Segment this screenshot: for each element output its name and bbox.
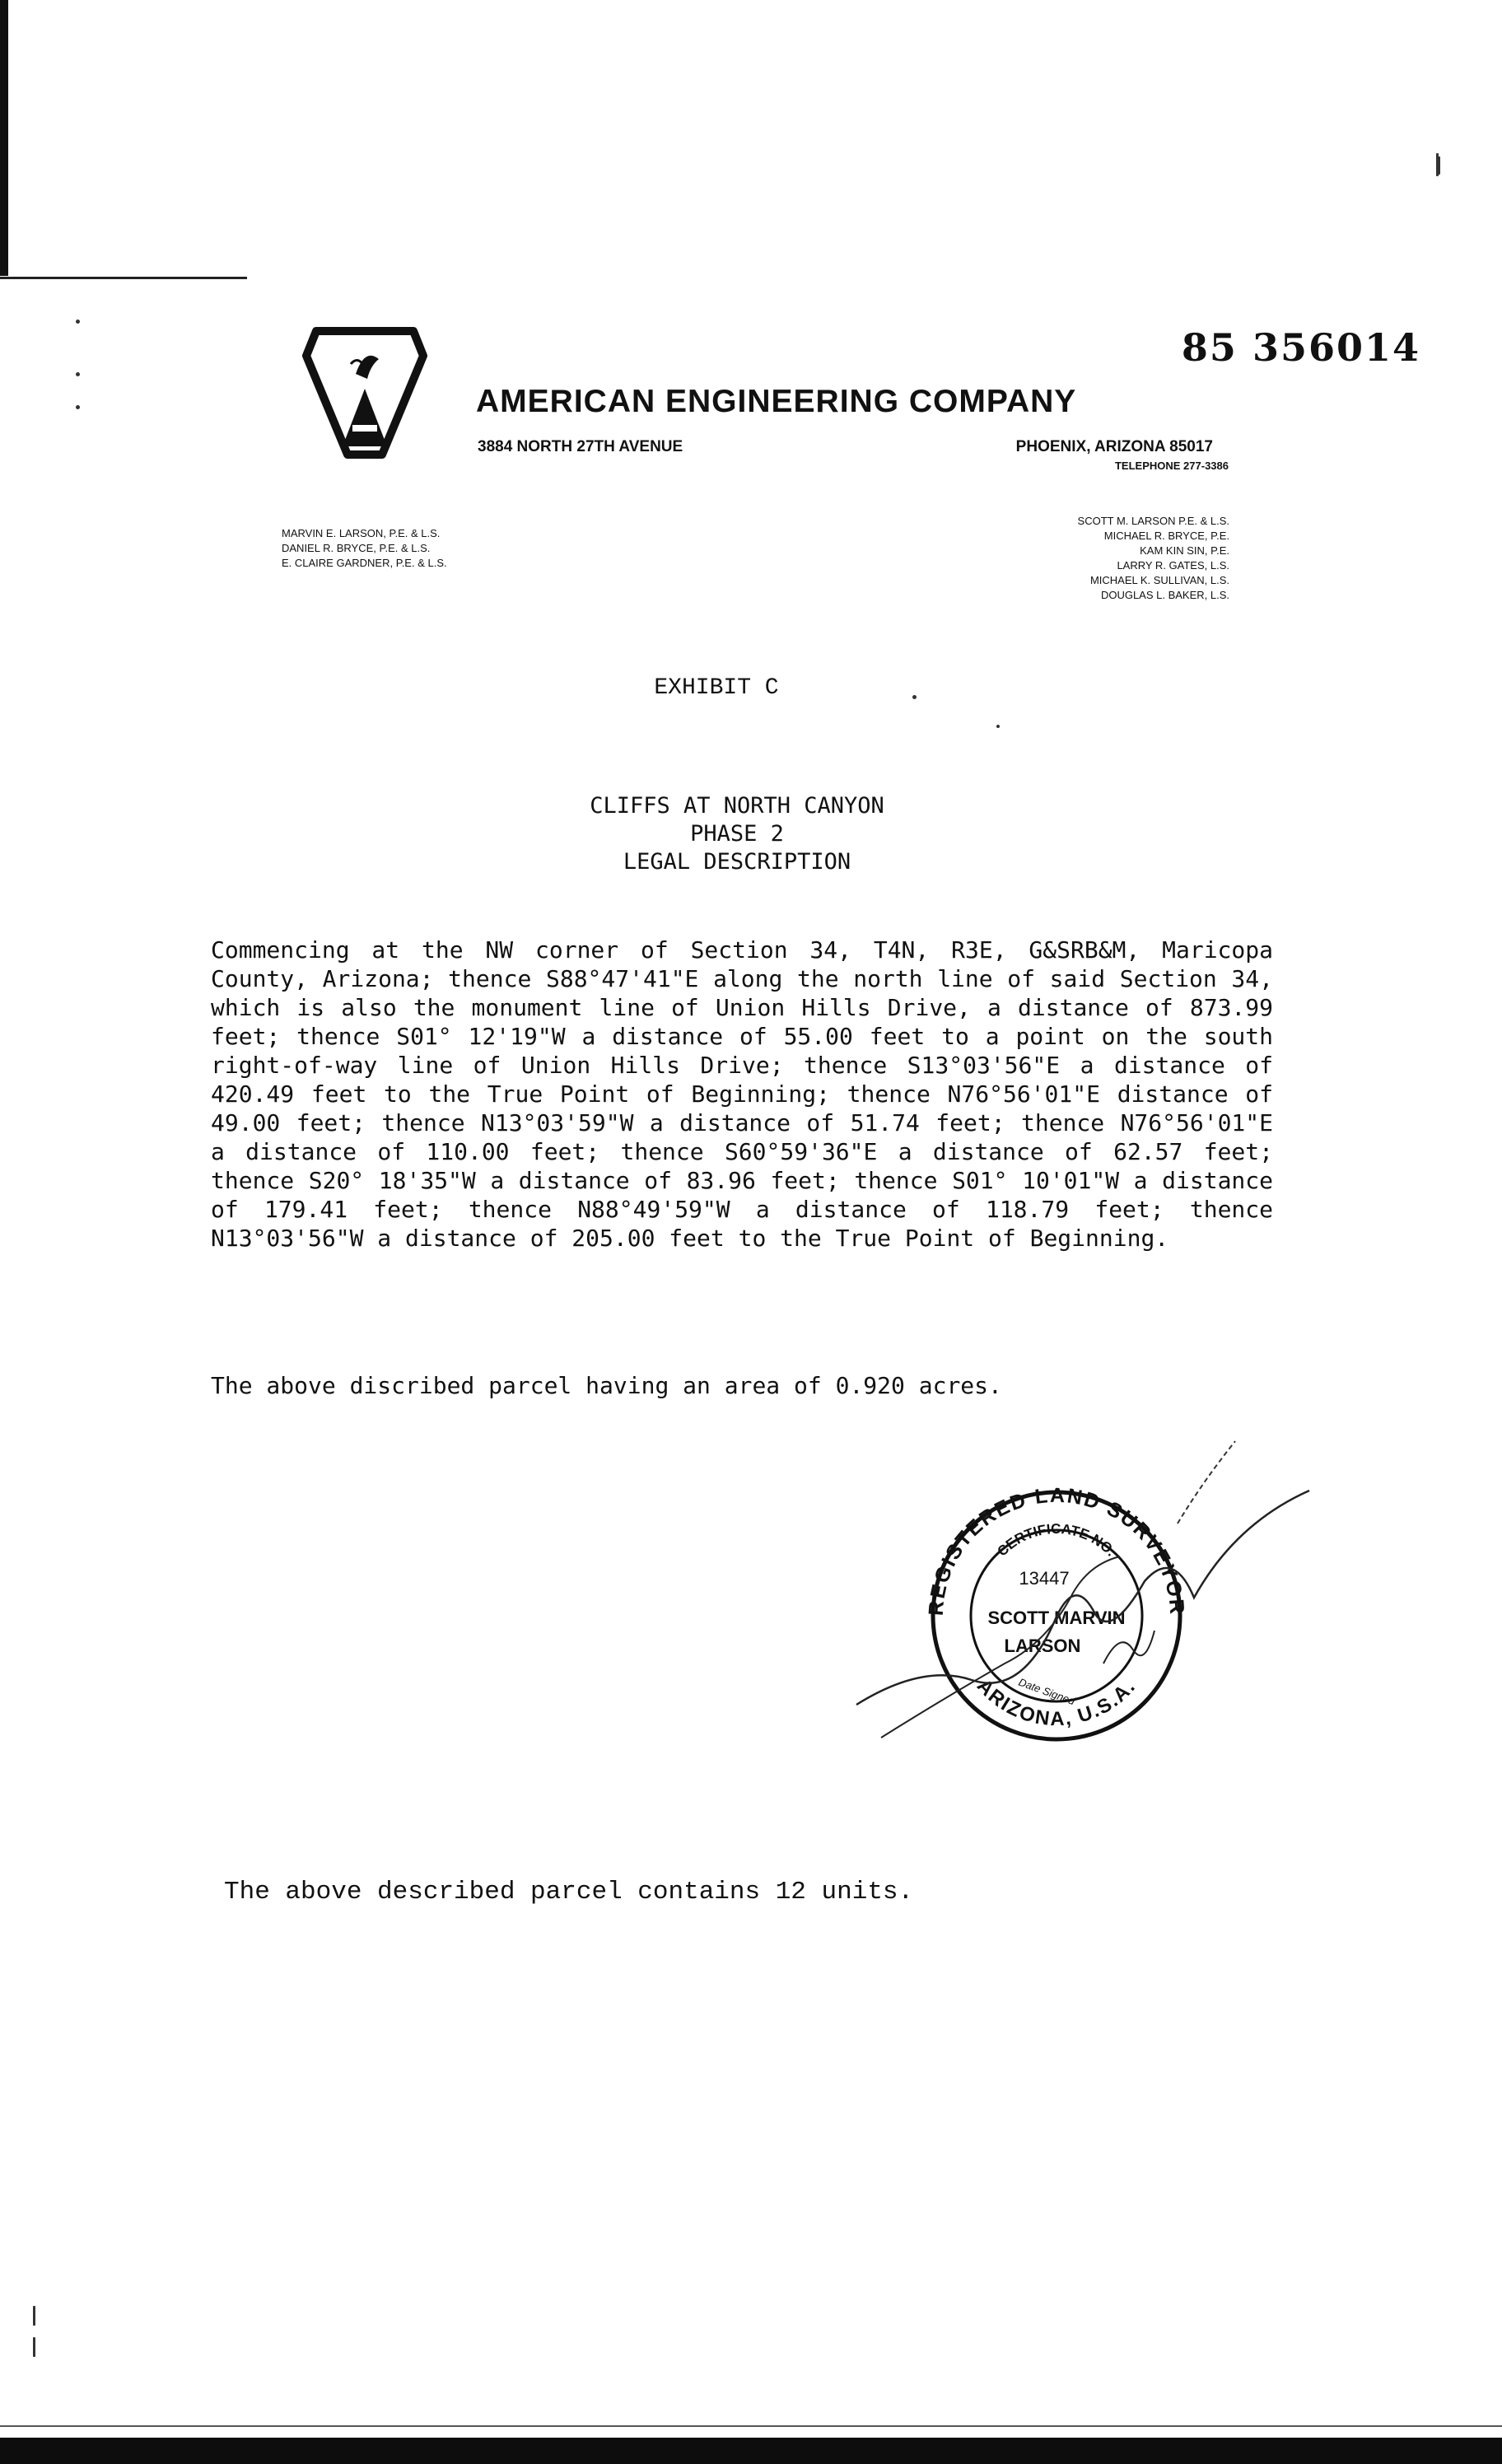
svg-text:CERTIFICATE NO. bbox=[994, 1521, 1118, 1560]
title-line: CLIFFS AT NORTH CANYON bbox=[590, 793, 884, 819]
staff-list-left bbox=[282, 526, 447, 571]
scan-line-artifact bbox=[0, 2425, 1502, 2427]
staff-name: MICHAEL R. BRYCE, P.E. bbox=[1103, 530, 1229, 542]
scan-edge-artifact bbox=[0, 0, 8, 276]
scan-speck bbox=[1438, 156, 1440, 175]
staff-name: MICHAEL K. SULLIVAN, L.S. bbox=[1089, 574, 1229, 586]
staff-list-right bbox=[906, 514, 1229, 603]
scan-speck bbox=[76, 405, 80, 409]
document-number: 85 356014 bbox=[1181, 325, 1420, 370]
seal-outer-text: REGISTERED LAND SURVEYOR bbox=[924, 1483, 1189, 1617]
document-title bbox=[461, 792, 1013, 876]
staff-name: LARRY R. GATES, L.S. bbox=[1117, 559, 1229, 572]
seal-name-line: LARSON bbox=[1004, 1636, 1081, 1656]
scan-line-artifact bbox=[0, 277, 247, 279]
company-telephone: TELEPHONE 277-3386 bbox=[1114, 460, 1229, 472]
signature bbox=[856, 1491, 1309, 1705]
title-line: LEGAL DESCRIPTION bbox=[623, 849, 851, 875]
staff-name: MARVIN E. LARSON, P.E. & L.S. bbox=[282, 527, 441, 539]
scan-speck bbox=[996, 725, 1000, 728]
scan-speck bbox=[76, 372, 80, 376]
staff-name: DANIEL R. BRYCE, P.E. & L.S. bbox=[282, 542, 431, 554]
staff-name: E. CLAIRE GARDNER, P.E. & L.S. bbox=[282, 557, 447, 569]
seal-state-text: ARIZONA, U.S.A. bbox=[973, 1674, 1140, 1731]
seal-date-signed: Date Signed bbox=[1016, 1675, 1077, 1708]
company-city: PHOENIX, ARIZONA 85017 bbox=[1015, 438, 1213, 455]
surveyor-seal bbox=[848, 1433, 1318, 1771]
signature bbox=[1103, 1631, 1154, 1664]
title-line: PHASE 2 bbox=[690, 821, 784, 847]
company-name: AMERICAN ENGINEERING COMPANY bbox=[476, 384, 1077, 419]
scan-edge-artifact bbox=[0, 2438, 1502, 2464]
legal-description-paragraph: Commencing at the NW corner of Section 34, T4N, R3E, G&SRB&M, Maricopa County, Arizona; thence S88°47'41"E along the north line of said Section 34, which is also the monument line of Union Hills Drive, a distance of 873.99 feet; thence S01° 12'19"W a distance of 55.00 feet to a point on the south right-of-way line of Union Hills Drive; thence S13°03'56"E a distance of 420.49 feet to the True Point of Beginning; thence N76°56'01"E distance of 49.00 feet; thence N13°03'59"W a distance of 51.74 feet; thence N76°56'01"E a distance of 110.00 feet; thence S60°59'36"E a distance of 62.57 feet; thence S20° 18'35"W a distance of 83.96 feet; thence S01° 10'01"W a distance of 179.41 feet; thence N88°49'59"W a distance of 118.79 feet; thence N13°03'56"W a distance of 205.00 feet to the True Point of Beginning. bbox=[211, 936, 1273, 1252]
scan-speck bbox=[33, 2337, 35, 2357]
staff-name: DOUGLAS L. BAKER, L.S. bbox=[1100, 589, 1229, 601]
seal-certificate-label: CERTIFICATE NO. bbox=[994, 1520, 1119, 1560]
scan-speck bbox=[33, 2306, 35, 2326]
area-statement: The above discribed parcel having an area of 0.920 acres. bbox=[211, 1372, 1002, 1399]
company-logo bbox=[300, 323, 430, 463]
units-statement: The above described parcel contains 12 units. bbox=[224, 1878, 914, 1906]
seal-certificate-number: 13447 bbox=[1019, 1568, 1070, 1589]
exhibit-heading: EXHIBIT C bbox=[654, 675, 779, 701]
staff-name: KAM KIN SIN, P.E. bbox=[1140, 544, 1229, 557]
signature bbox=[1178, 1441, 1235, 1524]
scan-speck bbox=[76, 320, 80, 324]
seal-name-line: SCOTT MARVIN bbox=[987, 1608, 1126, 1628]
scan-speck bbox=[912, 695, 917, 699]
staff-name: SCOTT M. LARSON P.E. & L.S. bbox=[1077, 515, 1229, 527]
svg-text:REGISTERED LAND SURVEYOR bbox=[925, 1484, 1189, 1617]
company-address: 3884 NORTH 27TH AVENUE bbox=[478, 438, 683, 455]
